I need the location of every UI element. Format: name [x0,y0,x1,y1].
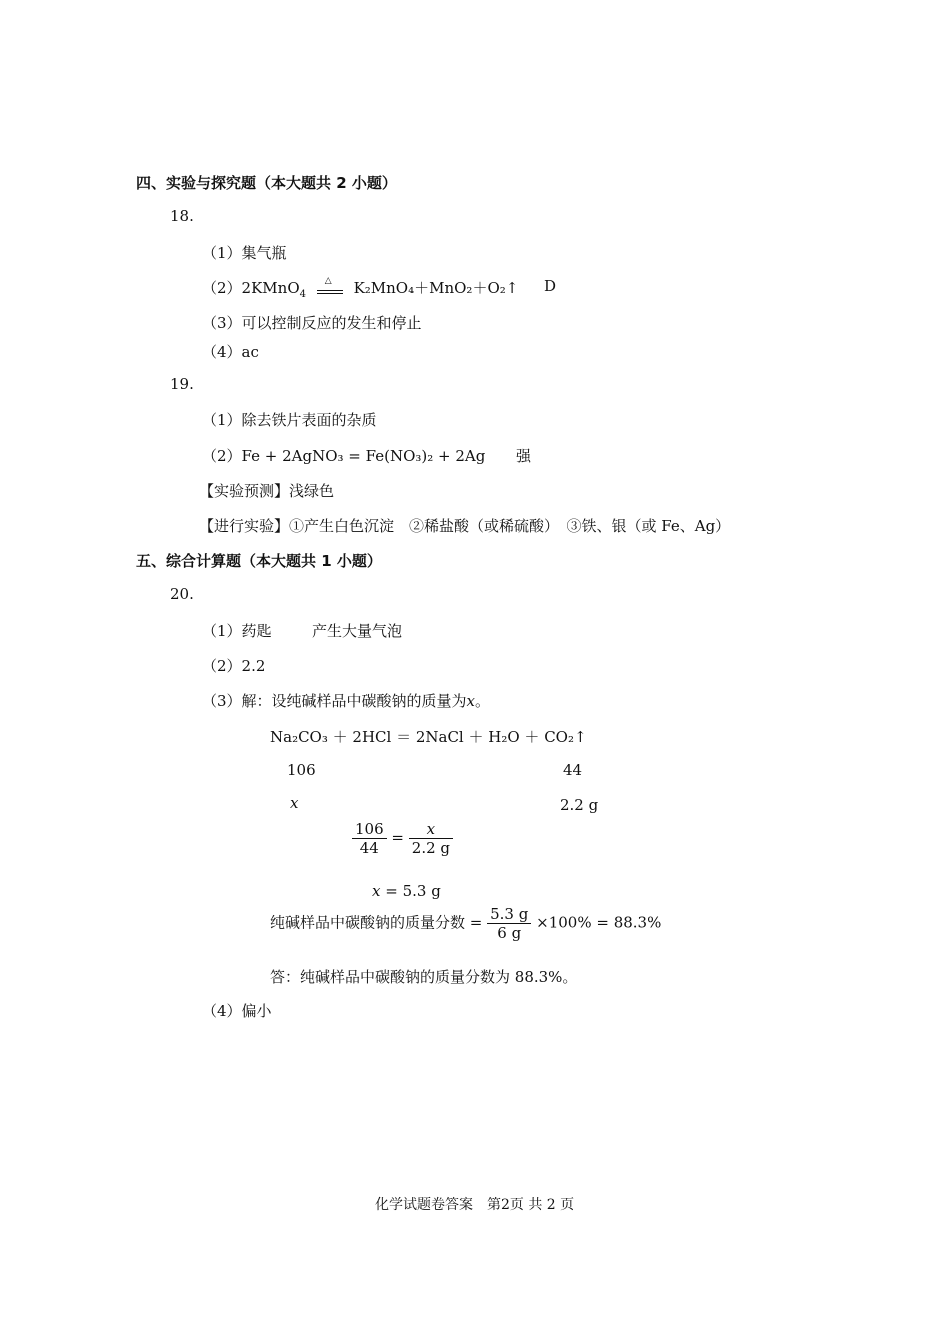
q18-eq-reactant: （2）2KMnO [202,279,300,297]
q20-final-answer: 答：纯碱样品中碳酸钠的质量分数为 88.3%。 [270,968,578,986]
q20-answer-1-observation: 产生大量气泡 [312,622,403,640]
q20-answer-3-intro: （3）解：设纯碱样品中碳酸钠的质量为x。 [202,692,491,710]
q19-answer-2-word: 强 [516,447,532,465]
q19-answer-1: （1）除去铁片表面的杂质 [202,411,377,429]
q20-answer-1-label: （1）药匙 [202,622,272,640]
variable-x: x [466,692,476,710]
section-five-heading: 五、综合计算题（本大题共 1 小题） [136,552,382,570]
molar-mass-na2co3: 106 [287,761,316,779]
molar-mass-co2: 44 [563,761,583,779]
q18-number: 18. [170,207,194,225]
heat-condition-sign [317,276,343,296]
q18-answer-1: （1）集气瓶 [202,244,287,262]
q18-answer-2 [202,277,518,300]
q18-eq-products: K₂MnO₄＋MnO₂＋O₂↑ [353,279,519,297]
q19-answer-2-equation: （2）Fe + 2AgNO₃ = Fe(NO₃)₂ + 2Ag [202,447,486,465]
proportion-right-fraction: $\frac{x}{2.2 g}$ [409,820,453,857]
proportion: $\frac{106}{44}$ = $\frac{x}{2.2 g}$ [352,820,453,857]
page-footer: 化学试题卷答案 第2页 共 2 页 [375,1197,575,1213]
chemical-equation: Na₂CO₃ ＋ 2HCl ＝ 2NaCl ＋ H₂O ＋ CO₂↑ [270,728,587,746]
q19-prediction: 【实验预测】浅绿色 [199,482,335,500]
q19-number: 19. [170,375,194,393]
unknown-x: x [290,794,299,812]
section-four-heading: 四、实验与探究题（本大题共 2 小题） [136,174,397,192]
q20-answer-2: （2）2.2 [202,657,266,675]
given-co2-mass: 2.2 g [560,796,599,814]
proportion-left-fraction: $\frac{106}{44}$ [352,820,387,857]
mass-fraction: $\frac{5.3 g}{6 g}$ [487,905,531,942]
q20-number: 20. [170,585,194,603]
heat-triangle-icon: △ [324,276,332,286]
q18-answer-4: （4）ac [202,343,259,361]
q18-eq-sub: 4 [299,289,306,300]
q20-answer-4: （4）偏小 [202,1002,272,1020]
mass-fraction-calc: 纯碱样品中碳酸钠的质量分数 = $\frac{5.3 g}{6 g}$ ×100% = 88.3% [270,905,662,942]
q18-answer-3: （3）可以控制反应的发生和停止 [202,314,422,332]
x-result: x = 5.3 g [372,882,441,900]
q19-experiment: 【进行实验】①产生白色沉淀 ②稀盐酸（或稀硫酸） ③铁、银（或 Fe、Ag） [199,517,731,535]
q18-answer-2-letter: D [544,277,557,295]
